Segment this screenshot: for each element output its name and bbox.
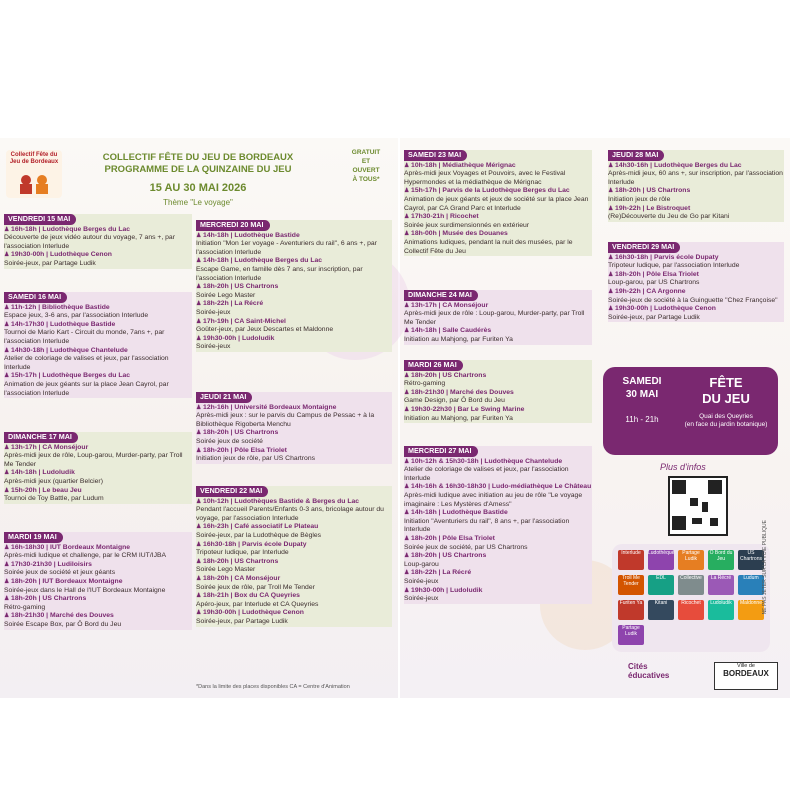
event-description: Après-midi jeux de rôle : Loup-garou, Murder-party, par Troll Me Tender — [404, 310, 585, 326]
fete-day: SAMEDI — [622, 376, 662, 387]
sponsor-logo: La Récré — [708, 575, 734, 595]
day-header: DIMANCHE 24 MAI — [404, 290, 478, 301]
meeple-icon: ♟ — [4, 561, 12, 568]
day-block — [4, 532, 192, 630]
event-description: Initiation au Mahjong, par Furiten Ya — [404, 335, 513, 343]
event-time-place — [196, 404, 392, 413]
fete-title-2: DU JEU — [702, 391, 750, 406]
meeple-icon: ♟ — [4, 487, 12, 494]
meeple-icon — [6, 150, 62, 198]
meeple-icon: ♟ — [196, 610, 204, 617]
event-description: Animation de jeux géants et jeux de société sur la place Jean Cayrol, par CA Grand Parc et Interlude — [404, 195, 589, 212]
event-time-place — [196, 283, 392, 292]
day-block — [4, 292, 192, 398]
event-time-place — [196, 558, 392, 567]
event-title: 18h-21h | Box du CA Queyries — [203, 592, 300, 600]
sponsor-logo: Partage Ludik — [618, 625, 644, 645]
meeple-icon: ♟ — [404, 389, 412, 396]
event-description: Soirée-jeux — [196, 308, 231, 316]
day-header: JEUDI 21 MAI — [196, 392, 252, 403]
title-line-2: PROGRAMME DE LA QUINZAINE DU JEU — [104, 164, 292, 175]
event-time-place — [608, 271, 784, 280]
event-description: Espace jeux, 3-6 ans, par l'association Interlude — [4, 312, 149, 320]
fete-date — [611, 375, 673, 401]
meeple-icon: ♟ — [4, 226, 12, 233]
event-description: Après-midi ludique avec initiation au jeu de rôle "Le voyage imaginaire : Les Mystères d'Amess" — [404, 491, 583, 508]
event-time-place — [404, 327, 592, 336]
event-time-place — [4, 612, 192, 621]
event-title: 19h-22h | Le Bistroquet — [615, 204, 691, 212]
fete-date-text: 30 MAI — [625, 389, 659, 400]
meeple-icon: ♟ — [404, 587, 412, 594]
event-time-place — [608, 288, 784, 297]
meeple-icon: ♟ — [4, 596, 12, 603]
meeple-icon: ♟ — [196, 541, 204, 548]
day-header: VENDREDI 15 MAI — [4, 214, 76, 225]
meeple-icon: ♟ — [608, 188, 616, 195]
event-time-place — [4, 487, 192, 496]
day-header: VENDREDI 22 MAI — [196, 486, 268, 497]
event-description: Soirée Lego Master — [196, 291, 256, 299]
day-header: VENDREDI 29 MAI — [608, 242, 680, 253]
event-description: Pendant l'accueil Parents/Enfants 0-3 ans, bricolage autour du voyage, par l'association Interlude — [196, 506, 384, 522]
event-description: Loup-garou — [404, 560, 439, 568]
sponsor-logos — [612, 544, 770, 652]
event-time-place — [196, 300, 392, 309]
event-time-place — [196, 335, 392, 344]
event-time-place — [608, 187, 784, 196]
event-title: 17h30-21h | Ricochet — [411, 213, 479, 221]
event-title: 10h-18h | Médiathèque Mérignac — [411, 161, 516, 169]
event-title: 18h-22h | La Récré — [203, 300, 264, 308]
sponsor-logo: Ludoludik — [708, 600, 734, 620]
event-title: 19h30-00h | Ludothèque Cenon — [615, 305, 716, 313]
event-title: 10h-12h | Ludothèques Bastide & Berges du Lac — [203, 497, 360, 505]
event-time-place — [608, 254, 784, 263]
event-title: 14h30-16h | Ludothèque Berges du Lac — [615, 161, 742, 169]
event-time-place — [404, 372, 592, 381]
event-time-place — [608, 205, 784, 214]
meeple-icon: ♟ — [404, 231, 412, 238]
meeple-icon: ♟ — [404, 570, 412, 577]
event-title: 15h-20h | Le beau Jeu — [11, 486, 82, 494]
event-title: 16h30-18h | Parvis école Dupaty — [203, 540, 307, 548]
day-block — [4, 432, 192, 504]
event-description: Soirée jeux de rôle, par Troll Me Tender — [196, 583, 315, 591]
meeple-icon: ♟ — [4, 578, 12, 585]
meeple-icon: ♟ — [4, 544, 12, 551]
event-description: Soirée-jeux — [196, 343, 231, 351]
event-time-place — [4, 347, 192, 356]
event-title: 13h-17h | CA Monséjour — [411, 301, 489, 309]
event-time-place — [404, 213, 592, 222]
meeple-icon: ♟ — [4, 321, 12, 328]
gratuit-line: À TOUS* — [352, 176, 380, 183]
title-line-1: COLLECTIF FÊTE DU JEU DE BORDEAUX — [102, 152, 294, 163]
event-title: 14h-18h | Ludothèque Bastide — [203, 231, 300, 239]
event-title: 19h30-22h30 | Bar Le Swing Marine — [411, 405, 525, 413]
event-time-place — [196, 447, 392, 456]
meeple-icon: ♟ — [4, 444, 12, 451]
day-block — [196, 392, 392, 464]
cites-educatives-logo: Cités éducatives — [628, 662, 670, 680]
event-description: Initiation "Aventuriers du rail", 8 ans +, par l'association Interlude — [404, 517, 570, 534]
event-time-place — [404, 509, 592, 518]
fete-place-2: (en face du jardin botanique) — [684, 421, 768, 428]
event-description: Après-midi ludique et challenge, par le CRM IUT/IJBA — [4, 552, 167, 560]
event-time-place — [4, 304, 192, 313]
day-block — [404, 446, 592, 604]
meeple-icon: ♟ — [404, 458, 412, 465]
event-time-place — [404, 535, 592, 544]
gratuit-line: OUVERT — [352, 167, 380, 174]
meeple-icon: ♟ — [196, 404, 204, 411]
event-time-place — [196, 257, 392, 266]
event-time-place — [4, 595, 192, 604]
meeple-icon: ♟ — [196, 558, 204, 565]
sponsor-logo: Ludum — [738, 575, 764, 595]
meeple-icon: ♟ — [404, 553, 412, 560]
event-title: 18h-21h30 | Marché des Douves — [411, 388, 514, 396]
meeple-icon: ♟ — [4, 613, 12, 620]
day-block — [404, 290, 592, 345]
dates: 15 AU 30 MAI 2026 — [149, 182, 247, 194]
event-description: Après-midi jeux, 60 ans +, sur inscription, par l'association Interlude — [608, 170, 783, 186]
day-header: MERCREDI 20 MAI — [196, 220, 270, 231]
event-description: Rétro-gaming — [404, 380, 446, 388]
event-title: 18h-20h | CA Monséjour — [203, 574, 281, 582]
event-description: Atelier de coloriage de valises et jeux, par l'association Interlude — [4, 355, 169, 371]
event-title: 14h-18h | Ludoludik — [11, 469, 75, 477]
event-time-place — [4, 561, 192, 570]
day-header: SAMEDI 23 MAI — [404, 150, 467, 161]
event-description: Soirée Escape Box, par Ô Bord du Jeu — [4, 620, 122, 628]
day-header: SAMEDI 16 MAI — [4, 292, 67, 303]
event-description: Tournoi de Mario Kart - Circuit du monde, 7ans +, par l'association Interlude — [4, 329, 165, 345]
meeple-icon: ♟ — [196, 593, 204, 600]
meeple-icon: ♟ — [4, 304, 12, 311]
event-title: 18h-22h | La Récré — [411, 569, 472, 577]
event-description: Soirée jeux de société — [196, 437, 263, 445]
gratuit-badge — [338, 148, 394, 184]
event-description: Initiation jeux de rôle, par US Chartrons — [196, 455, 316, 463]
meeple-icon: ♟ — [608, 271, 616, 278]
event-title: 13h-17h | CA Monséjour — [11, 443, 89, 451]
event-time-place — [404, 302, 592, 311]
event-description: Après-midi jeux (quartier Belcier) — [4, 477, 103, 485]
sponsor-logo: Collective — [678, 575, 704, 595]
page-title — [80, 152, 316, 176]
day-header: MARDI 26 MAI — [404, 360, 463, 371]
event-description: Soirée-jeux — [404, 595, 439, 603]
event-time-place — [4, 469, 192, 478]
event-title: 18h-21h30 | Marché des Douves — [11, 612, 114, 620]
event-description: Tripoteur ludique, par l'association Interlude — [608, 262, 740, 270]
meeple-icon: ♟ — [196, 575, 204, 582]
meeple-icon: ♟ — [404, 372, 412, 379]
event-title: 18h-20h | US Chartrons — [411, 552, 487, 560]
event-description: Après-midi jeux : sur le parvis du Campus de Pessac + à la Bibliothèque Rigoberta Menchu — [196, 412, 375, 428]
meeple-icon: ♟ — [196, 301, 204, 308]
sponsor-logo: EDL — [648, 575, 674, 595]
event-time-place — [608, 162, 784, 171]
event-description: Soirée-jeux, par la Ludothèque de Bègles — [196, 531, 322, 539]
event-title: 14h-16h & 16h30-18h30 | Ludo-médiathèque Le Château — [411, 483, 592, 491]
event-description: Initiation jeux de rôle — [608, 195, 671, 203]
event-title: 19h-22h | CA Argonne — [615, 287, 686, 295]
event-description: Soirée-jeux, par Partage Ludik — [196, 617, 288, 625]
event-title: 15h-17h | Parvis de la Ludothèque Berges du Lac — [411, 187, 570, 195]
meeple-icon: ♟ — [196, 335, 204, 342]
event-time-place — [4, 444, 192, 453]
meeple-icon: ♟ — [608, 306, 616, 313]
event-time-place — [196, 498, 392, 507]
event-description: Soirée-jeux, par Partage Ludik — [4, 259, 96, 267]
qr-code[interactable] — [668, 476, 728, 536]
event-title: 16h-18h | Ludothèque Berges du Lac — [11, 225, 131, 233]
event-time-place — [196, 541, 392, 550]
fete-place — [679, 413, 773, 429]
meeple-icon: ♟ — [404, 484, 412, 491]
event-time-place — [404, 483, 592, 492]
meeple-icon: ♟ — [404, 302, 412, 309]
event-time-place — [4, 251, 192, 260]
theme: Thème "Le voyage" — [163, 198, 233, 207]
meeple-icon: ♟ — [608, 205, 616, 212]
collectif-logo — [6, 150, 62, 198]
event-description: Soirée-jeux de société à la Guinguette "Chez Françoise" — [608, 296, 778, 304]
event-time-place — [4, 372, 192, 381]
sponsor-logo: Ludothèque — [648, 550, 674, 570]
event-description: Initiation au Mahjong, par Furiten Ya — [404, 414, 513, 422]
event-time-place — [404, 162, 592, 171]
meeple-icon: ♟ — [4, 347, 12, 354]
meeple-icon: ♟ — [404, 535, 412, 542]
event-title: 16h-18h30 | IUT Bordeaux Montaigne — [11, 543, 131, 551]
ville-line-1: Ville de — [737, 663, 755, 669]
event-description: Game Design, par Ô Bord du Jeu — [404, 397, 505, 405]
event-title: 14h-18h | Ludothèque Berges du Lac — [203, 257, 323, 265]
meeple-icon: ♟ — [404, 328, 412, 335]
event-title: 11h-12h | Bibliothèque Bastide — [11, 303, 110, 311]
fete-title — [679, 375, 773, 407]
event-time-place — [608, 305, 784, 314]
day-header: JEUDI 28 MAI — [608, 150, 664, 161]
meeple-icon: ♟ — [404, 406, 412, 413]
event-title: 18h-20h | Pôle Elsa Triolet — [615, 270, 699, 278]
day-block — [608, 150, 784, 222]
side-note: NE PAS JETER SUR LA VOIE PUBLIQUE — [762, 520, 768, 615]
day-header: MARDI 19 MAI — [4, 532, 63, 543]
gratuit-line: GRATUIT — [351, 149, 381, 156]
meeple-icon: ♟ — [404, 162, 412, 169]
event-time-place — [196, 429, 392, 438]
event-title: 18h-20h | Pôle Elsa Triolet — [203, 446, 287, 454]
event-title: 12h-16h | Université Bordeaux Montaigne — [203, 403, 337, 411]
event-description: Initiation "Mon 1er voyage - Aventuriers du rail", 6 ans +, par l'association Interlude — [196, 240, 377, 256]
meeple-icon: ♟ — [404, 214, 412, 221]
event-description: Soirée jeux de société, par US Chartrons — [404, 543, 528, 551]
event-title: 16h-23h | Café associatif Le Plateau — [203, 523, 319, 531]
event-description: Goûter-jeux, par Jeux Descartes et Maldonne — [196, 326, 334, 334]
meeple-icon: ♟ — [196, 430, 204, 437]
event-description: Après-midi jeux de rôle, Loup-garou, Murder-party, par Troll Me Tender — [4, 452, 183, 468]
event-description: Soirée Lego Master — [196, 566, 256, 574]
event-time-place — [404, 406, 592, 415]
event-time-place — [196, 575, 392, 584]
event-time-place — [4, 226, 192, 235]
event-title: 14h-18h | Salle Caudérès — [411, 327, 492, 335]
fete-du-jeu-box — [603, 367, 778, 455]
event-description: Soirée-jeux dans le Hall de l'IUT Bordeaux Montaigne — [4, 586, 166, 594]
meeple-icon: ♟ — [196, 524, 204, 531]
event-time-place — [404, 552, 592, 561]
event-description: Apéro-jeux, par Interlude et CA Queyries — [196, 600, 319, 608]
sponsor-logo: Ô Bord du Jeu — [708, 550, 734, 570]
sponsor-logo: Kitani — [648, 600, 674, 620]
day-block — [404, 360, 592, 423]
meeple-icon: ♟ — [196, 232, 204, 239]
fete-hours: 11h - 21h — [625, 415, 659, 424]
event-title: 18h-20h | US Chartrons — [203, 557, 279, 565]
event-time-place — [196, 318, 392, 327]
event-time-place — [404, 230, 592, 239]
event-description: Animation de jeux géants sur la place Jean Cayrol, par l'association Interlude — [4, 380, 169, 397]
event-description: Découverte de jeux vidéo autour du voyage, 7 ans +, par l'association Interlude — [4, 234, 175, 250]
event-title: 18h-20h | Pôle Elsa Triolet — [411, 534, 495, 542]
event-title: 17h-19h | CA Saint-Michel — [203, 317, 286, 325]
fete-title-1: FÊTE — [709, 375, 743, 390]
day-block — [4, 214, 192, 269]
event-description: Après-midi jeux Voyages et Pouvoirs, avec le Festival Hypermondes et la médiathèque de Mérignac — [404, 170, 566, 186]
event-title: 18h-20h | IUT Bordeaux Montaigne — [11, 577, 123, 585]
event-title: 19h30-00h | Ludothèque Cenon — [11, 251, 112, 259]
meeple-icon: ♟ — [608, 288, 616, 295]
logo-text: Collectif Fête du Jeu de Bordeaux — [9, 152, 59, 165]
event-title: 18h-20h | US Chartrons — [615, 187, 691, 195]
event-title: 18h-00h | Musée des Douanes — [411, 230, 508, 238]
event-description: Loup-garou, par US Chartrons — [608, 279, 700, 287]
event-title: 18h-20h | US Chartrons — [411, 371, 487, 379]
sponsor-logo: Partage Ludik — [678, 550, 704, 570]
meeple-icon: ♟ — [4, 470, 12, 477]
event-description: Escape Game, en famille dès 7 ans, sur inscription, par l'association Interlude — [196, 265, 363, 282]
event-description: Rétro-gaming — [4, 603, 46, 611]
event-title: 15h-17h | Ludothèque Berges du Lac — [11, 372, 131, 380]
gratuit-line: ET — [361, 158, 371, 165]
sponsor-logo: Maldonne — [738, 600, 764, 620]
event-title: 19h30-00h | Ludothèque Cenon — [203, 609, 304, 617]
event-title: 19h30-00h | Ludoludik — [411, 586, 483, 594]
event-title: 18h-20h | US Chartrons — [11, 595, 87, 603]
day-block — [404, 150, 592, 256]
event-description: Soirée jeux surdimensionnés en extérieur — [404, 221, 530, 229]
meeple-icon: ♟ — [196, 498, 204, 505]
event-time-place — [4, 578, 192, 587]
event-description: Soirée-jeux, par Partage Ludik — [608, 313, 700, 321]
plus-infos: Plus d'infos — [660, 462, 706, 472]
event-description: Soirée-jeux — [404, 577, 439, 585]
day-block — [196, 486, 392, 627]
event-time-place — [404, 569, 592, 578]
event-description: Tournoi de Toy Battle, par Ludum — [4, 495, 104, 503]
event-time-place — [404, 458, 592, 467]
event-time-place — [196, 592, 392, 601]
meeple-icon: ♟ — [608, 254, 616, 261]
event-time-place — [404, 587, 592, 596]
event-title: 18h-20h | US Chartrons — [203, 429, 279, 437]
meeple-icon: ♟ — [196, 284, 204, 291]
meeple-icon: ♟ — [404, 188, 412, 195]
event-description: Atelier de coloriage de valises et jeux, par l'association Interlude — [404, 466, 569, 482]
meeple-icon: ♟ — [196, 258, 204, 265]
event-description: Animations ludiques, pendant la nuit des musées, par le Collectif Fête du Jeu — [404, 238, 573, 255]
day-block — [196, 220, 392, 352]
meeple-icon: ♟ — [404, 510, 412, 517]
ville-bordeaux-logo — [714, 662, 778, 690]
event-title: 18h-20h | US Chartrons — [203, 283, 279, 291]
event-title: 19h30-00h | Ludoludik — [203, 334, 275, 342]
meeple-icon: ♟ — [4, 252, 12, 259]
event-time-place — [196, 523, 392, 532]
sponsor-logo: Furiten Ya — [618, 600, 644, 620]
meeple-icon: ♟ — [4, 373, 12, 380]
event-time-place — [196, 232, 392, 241]
event-title: 16h30-18h | Parvis école Dupaty — [615, 253, 719, 261]
fete-place-1: Quai des Queyries — [699, 413, 753, 420]
event-description: Tripoteur ludique, par Interlude — [196, 549, 289, 557]
event-time-place — [4, 321, 192, 330]
footnote: *Dans la limite des places disponibles CA = Centre d'Animation — [196, 684, 350, 690]
event-time-place — [4, 544, 192, 553]
event-description: (Re)Découverte du Jeu de Go par Kitani — [608, 213, 730, 221]
event-description: Soirée jeux de société et jeux géants — [4, 569, 116, 577]
meeple-icon: ♟ — [196, 318, 204, 325]
sponsor-logo: US Chartrons — [738, 550, 764, 570]
sponsor-logo: Interlude — [618, 550, 644, 570]
sponsor-logo: Ricochet — [678, 600, 704, 620]
meeple-icon: ♟ — [608, 162, 616, 169]
event-title: 17h30-21h30 | Ludiloisirs — [11, 560, 92, 568]
event-time-place — [196, 609, 392, 618]
event-title: 14h30-18h | Ludothèque Chantelude — [11, 346, 128, 354]
day-header: DIMANCHE 17 MAI — [4, 432, 78, 443]
event-title: 14h-17h30 | Ludothèque Bastide — [11, 320, 116, 328]
meeple-icon: ♟ — [196, 447, 204, 454]
event-title: 14h-18h | Ludothèque Bastide — [411, 509, 508, 517]
event-time-place — [404, 187, 592, 196]
ville-line-2: BORDEAUX — [723, 669, 769, 678]
day-block — [608, 242, 784, 322]
sponsor-logo: Troll Me Tender — [618, 575, 644, 595]
event-title: 10h-12h & 15h30-18h | Ludothèque Chantelude — [411, 457, 563, 465]
day-header: MERCREDI 27 MAI — [404, 446, 478, 457]
